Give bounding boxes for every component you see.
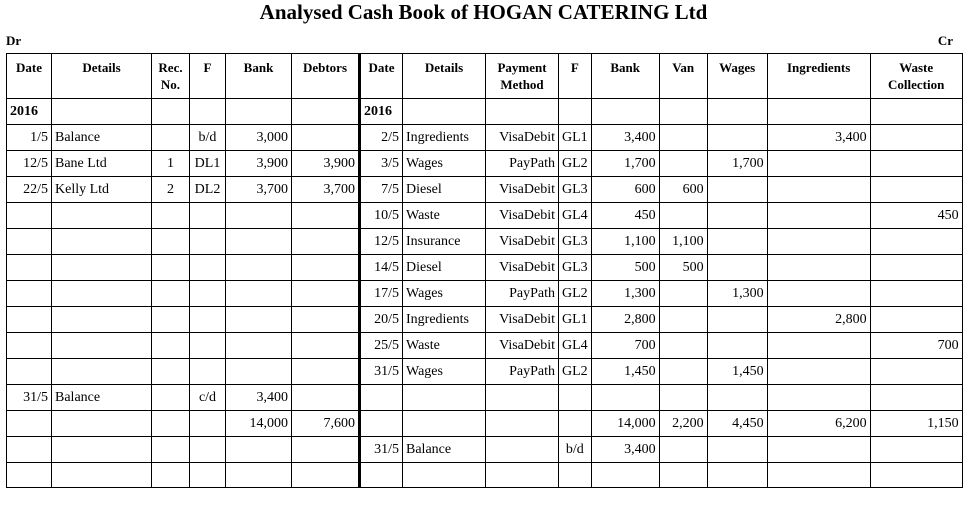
debit-f-cell: [190, 99, 226, 125]
credit-bank-cell: 450: [591, 203, 659, 229]
ledger-row: [7, 463, 963, 488]
ledger-row: [7, 359, 963, 385]
credit-f-cell: b/d: [559, 437, 592, 463]
debit-f-cell: [190, 307, 226, 333]
credit-date-cell: [360, 463, 403, 488]
debit-date-cell: 1/5: [7, 125, 52, 151]
credit-date-cell: 7/5: [360, 177, 403, 203]
debit-bank-cell: [226, 281, 292, 307]
debit-f-cell: [190, 463, 226, 488]
debit-debtors-cell: 3,900: [292, 151, 360, 177]
credit-method-cell: VisaDebit: [486, 177, 559, 203]
credit-date-cell: 2/5: [360, 125, 403, 151]
credit-waste-cell: [870, 151, 962, 177]
credit-f-cell: GL4: [559, 203, 592, 229]
credit-van-cell: [659, 359, 707, 385]
debit-f-cell: c/d: [190, 385, 226, 411]
debit-details-cell: [52, 203, 152, 229]
credit-header-wages: [707, 54, 767, 99]
debit-f-cell: [190, 333, 226, 359]
credit-waste-cell: [870, 177, 962, 203]
debit-f-cell: DL1: [190, 151, 226, 177]
ledger-row: [7, 203, 963, 229]
debit-details-cell: [52, 255, 152, 281]
header-text: Rec.: [158, 60, 183, 75]
debit-bank-cell: [226, 437, 292, 463]
credit-details-cell: Waste: [403, 333, 486, 359]
credit-waste-cell: [870, 99, 962, 125]
header-row: [7, 54, 963, 99]
credit-header-bank: [591, 54, 659, 99]
credit-details-cell: [403, 463, 486, 488]
debit-bank-cell: [226, 307, 292, 333]
credit-method-cell: [486, 463, 559, 488]
credit-waste-cell: [870, 255, 962, 281]
debit-header-f: [190, 54, 226, 99]
debit-debtors-cell: [292, 255, 360, 281]
header-text: Date: [368, 60, 395, 75]
credit-ingredients-cell: 2,800: [767, 307, 870, 333]
credit-van-cell: 600: [659, 177, 707, 203]
debit-header-bank: [226, 54, 292, 99]
ledger-row: [7, 151, 963, 177]
debit-bank-cell: 14,000: [226, 411, 292, 437]
debit-debtors-cell: [292, 307, 360, 333]
debit-details-cell: [52, 307, 152, 333]
credit-date-cell: 31/5: [360, 359, 403, 385]
credit-wages-cell: [707, 177, 767, 203]
debit-date-cell: [7, 463, 52, 488]
credit-method-cell: [486, 385, 559, 411]
credit-date-cell: 25/5: [360, 333, 403, 359]
credit-ingredients-cell: [767, 203, 870, 229]
debit-debtors-cell: [292, 333, 360, 359]
credit-details-cell: Wages: [403, 281, 486, 307]
credit-ingredients-cell: [767, 359, 870, 385]
credit-date-cell: 20/5: [360, 307, 403, 333]
credit-date-cell: [360, 385, 403, 411]
credit-details-cell: Wages: [403, 359, 486, 385]
credit-method-cell: [486, 99, 559, 125]
ledger-row: [7, 177, 963, 203]
credit-van-cell: 2,200: [659, 411, 707, 437]
debit-debtors-cell: [292, 99, 360, 125]
header-text: No.: [160, 77, 181, 92]
credit-ingredients-cell: 6,200: [767, 411, 870, 437]
credit-header-date: [360, 54, 403, 99]
credit-header-ingredients: [767, 54, 870, 99]
credit-bank-cell: 600: [591, 177, 659, 203]
credit-van-cell: [659, 99, 707, 125]
debit-rec-cell: [152, 203, 190, 229]
debit-header-debtors: [292, 54, 360, 99]
debit-date-cell: [7, 333, 52, 359]
credit-date-cell: 17/5: [360, 281, 403, 307]
debit-date-cell: [7, 437, 52, 463]
credit-method-cell: VisaDebit: [486, 255, 559, 281]
credit-ingredients-cell: [767, 385, 870, 411]
debit-bank-cell: [226, 203, 292, 229]
debit-bank-cell: 3,700: [226, 177, 292, 203]
credit-van-cell: [659, 125, 707, 151]
credit-bank-cell: 14,000: [591, 411, 659, 437]
credit-method-cell: PayPath: [486, 151, 559, 177]
debit-debtors-cell: 3,700: [292, 177, 360, 203]
debit-details-cell: [52, 333, 152, 359]
credit-wages-cell: [707, 385, 767, 411]
credit-bank-cell: 3,400: [591, 125, 659, 151]
credit-header-waste: [870, 54, 962, 99]
header-text: F: [203, 60, 212, 75]
credit-wages-cell: 4,450: [707, 411, 767, 437]
debit-f-cell: [190, 359, 226, 385]
totals-row: [7, 411, 963, 437]
credit-waste-cell: 450: [870, 203, 962, 229]
credit-f-cell: [559, 411, 592, 437]
credit-f-cell: [559, 99, 592, 125]
credit-wages-cell: [707, 333, 767, 359]
credit-header-details: [403, 54, 486, 99]
header-text: Details: [424, 60, 464, 75]
credit-wages-cell: [707, 463, 767, 488]
credit-wages-cell: [707, 229, 767, 255]
credit-ingredients-cell: 3,400: [767, 125, 870, 151]
debit-rec-cell: [152, 359, 190, 385]
credit-bank-cell: 1,700: [591, 151, 659, 177]
debit-rec-cell: [152, 255, 190, 281]
credit-wages-cell: [707, 255, 767, 281]
credit-wages-cell: [707, 203, 767, 229]
credit-method-cell: VisaDebit: [486, 229, 559, 255]
credit-wages-cell: [707, 99, 767, 125]
credit-wages-cell: 1,450: [707, 359, 767, 385]
debit-details-cell: [52, 281, 152, 307]
debit-bank-cell: [226, 463, 292, 488]
credit-method-cell: VisaDebit: [486, 203, 559, 229]
debit-date-cell: [7, 411, 52, 437]
ledger-row: [7, 437, 963, 463]
ledger-row: [7, 281, 963, 307]
debit-details-cell: [52, 99, 152, 125]
credit-bank-cell: 1,300: [591, 281, 659, 307]
debit-rec-cell: 1: [152, 151, 190, 177]
credit-wages-cell: [707, 437, 767, 463]
debit-details-cell: [52, 411, 152, 437]
credit-wages-cell: [707, 307, 767, 333]
credit-van-cell: [659, 333, 707, 359]
credit-waste-cell: [870, 125, 962, 151]
credit-date-cell: [360, 411, 403, 437]
debit-rec-cell: [152, 99, 190, 125]
credit-details-cell: Waste: [403, 203, 486, 229]
credit-waste-cell: [870, 281, 962, 307]
credit-ingredients-cell: [767, 281, 870, 307]
debit-rec-cell: [152, 307, 190, 333]
credit-details-cell: Ingredients: [403, 125, 486, 151]
credit-details-cell: Ingredients: [403, 307, 486, 333]
debit-debtors-cell: [292, 203, 360, 229]
credit-details-cell: [403, 411, 486, 437]
credit-waste-cell: [870, 359, 962, 385]
header-text: Bank: [243, 60, 274, 75]
credit-waste-cell: [870, 437, 962, 463]
credit-date-cell: 3/5: [360, 151, 403, 177]
debit-date-cell: 12/5: [7, 151, 52, 177]
debit-debtors-cell: [292, 281, 360, 307]
credit-bank-cell: 500: [591, 255, 659, 281]
credit-ingredients-cell: [767, 333, 870, 359]
debit-f-cell: [190, 203, 226, 229]
credit-f-cell: GL2: [559, 359, 592, 385]
credit-van-cell: [659, 281, 707, 307]
debit-f-cell: [190, 255, 226, 281]
debit-rec-cell: [152, 333, 190, 359]
credit-method-cell: PayPath: [486, 281, 559, 307]
header-text: F: [570, 60, 579, 75]
credit-date-cell: 2016: [360, 99, 403, 125]
debit-date-cell: [7, 281, 52, 307]
credit-waste-cell: 700: [870, 333, 962, 359]
debit-bank-cell: 3,400: [226, 385, 292, 411]
debit-date-cell: [7, 203, 52, 229]
credit-waste-cell: [870, 307, 962, 333]
credit-date-cell: 12/5: [360, 229, 403, 255]
credit-van-cell: [659, 151, 707, 177]
header-text: Payment: [497, 60, 547, 75]
debit-header-rec: [152, 54, 190, 99]
page-title: Analysed Cash Book of HOGAN CATERING Ltd: [259, 0, 708, 24]
credit-f-cell: GL4: [559, 333, 592, 359]
header-text: Wages: [719, 60, 756, 75]
header-text: Ingredients: [787, 60, 851, 75]
header-text: Method: [500, 77, 544, 92]
credit-header-f: [559, 54, 592, 99]
credit-header-van: [659, 54, 707, 99]
credit-date-cell: 10/5: [360, 203, 403, 229]
credit-waste-cell: 1,150: [870, 411, 962, 437]
credit-van-cell: [659, 437, 707, 463]
credit-bank-cell: [591, 385, 659, 411]
credit-f-cell: GL2: [559, 281, 592, 307]
debit-date-cell: [7, 359, 52, 385]
debit-details-cell: [52, 437, 152, 463]
credit-ingredients-cell: [767, 151, 870, 177]
debit-date-cell: [7, 307, 52, 333]
debit-debtors-cell: 7,600: [292, 411, 360, 437]
credit-details-cell: Wages: [403, 151, 486, 177]
cash-book-body: [7, 54, 963, 488]
debit-debtors-cell: [292, 463, 360, 488]
credit-f-cell: GL2: [559, 151, 592, 177]
credit-method-cell: PayPath: [486, 359, 559, 385]
credit-date-cell: 14/5: [360, 255, 403, 281]
debit-f-cell: DL2: [190, 177, 226, 203]
header-text: Collection: [888, 77, 945, 92]
debit-date-cell: 2016: [7, 99, 52, 125]
debit-date-cell: 31/5: [7, 385, 52, 411]
ledger-row: [7, 307, 963, 333]
credit-ingredients-cell: [767, 463, 870, 488]
cash-book-table: [6, 53, 963, 488]
debit-details-cell: [52, 229, 152, 255]
debit-debtors-cell: [292, 359, 360, 385]
header-text: Van: [672, 60, 695, 75]
debit-details-cell: Kelly Ltd: [52, 177, 152, 203]
debit-bank-cell: 3,900: [226, 151, 292, 177]
ledger-row: [7, 333, 963, 359]
debit-header-details: [52, 54, 152, 99]
credit-f-cell: [559, 385, 592, 411]
credit-details-cell: [403, 99, 486, 125]
credit-method-cell: VisaDebit: [486, 307, 559, 333]
debit-header-date: [7, 54, 52, 99]
debit-debtors-cell: [292, 385, 360, 411]
credit-ingredients-cell: [767, 437, 870, 463]
debit-date-cell: [7, 229, 52, 255]
debit-bank-cell: 3,000: [226, 125, 292, 151]
debit-f-cell: [190, 411, 226, 437]
debit-debtors-cell: [292, 229, 360, 255]
debit-details-cell: Balance: [52, 385, 152, 411]
credit-f-cell: GL3: [559, 229, 592, 255]
debit-debtors-cell: [292, 437, 360, 463]
debit-f-cell: [190, 281, 226, 307]
debit-rec-cell: [152, 229, 190, 255]
credit-bank-cell: 1,100: [591, 229, 659, 255]
ledger-row: [7, 385, 963, 411]
debit-bank-cell: [226, 359, 292, 385]
credit-details-cell: Balance: [403, 437, 486, 463]
ledger-row: [7, 229, 963, 255]
debit-date-cell: [7, 255, 52, 281]
credit-van-cell: [659, 203, 707, 229]
debit-details-cell: Balance: [52, 125, 152, 151]
ledger-row: [7, 125, 963, 151]
credit-details-cell: Insurance: [403, 229, 486, 255]
credit-van-cell: [659, 463, 707, 488]
credit-method-cell: VisaDebit: [486, 333, 559, 359]
credit-wages-cell: 1,700: [707, 151, 767, 177]
credit-waste-cell: [870, 385, 962, 411]
credit-details-cell: [403, 385, 486, 411]
debit-f-cell: [190, 437, 226, 463]
debit-rec-cell: 2: [152, 177, 190, 203]
debit-bank-cell: [226, 333, 292, 359]
credit-ingredients-cell: [767, 255, 870, 281]
credit-bank-cell: [591, 463, 659, 488]
debit-debtors-cell: [292, 125, 360, 151]
credit-method-cell: VisaDebit: [486, 125, 559, 151]
debit-bank-cell: [226, 229, 292, 255]
header-text: Waste: [899, 60, 934, 75]
debit-details-cell: [52, 463, 152, 488]
debit-rec-cell: [152, 463, 190, 488]
credit-details-cell: Diesel: [403, 177, 486, 203]
debit-date-cell: 22/5: [7, 177, 52, 203]
header-text: Details: [82, 60, 121, 75]
debit-rec-cell: [152, 411, 190, 437]
credit-f-cell: GL3: [559, 255, 592, 281]
credit-bank-cell: 700: [591, 333, 659, 359]
credit-van-cell: 500: [659, 255, 707, 281]
debit-f-cell: [190, 229, 226, 255]
header-text: Debtors: [302, 60, 348, 75]
year-row: [7, 99, 963, 125]
credit-header-method: [486, 54, 559, 99]
debit-rec-cell: [152, 281, 190, 307]
credit-bank-cell: 3,400: [591, 437, 659, 463]
debit-bank-cell: [226, 255, 292, 281]
debit-details-cell: Bane Ltd: [52, 151, 152, 177]
header-text: Date: [16, 60, 42, 75]
debit-rec-cell: [152, 125, 190, 151]
credit-method-cell: [486, 411, 559, 437]
debit-details-cell: [52, 359, 152, 385]
debit-f-cell: b/d: [190, 125, 226, 151]
credit-f-cell: GL1: [559, 125, 592, 151]
credit-bank-cell: [591, 99, 659, 125]
credit-van-cell: 1,100: [659, 229, 707, 255]
credit-date-cell: 31/5: [360, 437, 403, 463]
credit-bank-cell: 1,450: [591, 359, 659, 385]
credit-method-cell: [486, 437, 559, 463]
debit-side-label: Dr: [6, 33, 22, 48]
header-text: Bank: [610, 60, 640, 75]
credit-van-cell: [659, 307, 707, 333]
debit-rec-cell: [152, 385, 190, 411]
credit-ingredients-cell: [767, 229, 870, 255]
debit-bank-cell: [226, 99, 292, 125]
credit-f-cell: GL1: [559, 307, 592, 333]
debit-rec-cell: [152, 437, 190, 463]
credit-wages-cell: 1,300: [707, 281, 767, 307]
ledger-row: [7, 255, 963, 281]
credit-side-label: Cr: [937, 33, 953, 48]
credit-waste-cell: [870, 229, 962, 255]
credit-f-cell: GL3: [559, 177, 592, 203]
credit-waste-cell: [870, 463, 962, 488]
credit-ingredients-cell: [767, 99, 870, 125]
credit-ingredients-cell: [767, 177, 870, 203]
credit-f-cell: [559, 463, 592, 488]
credit-wages-cell: [707, 125, 767, 151]
credit-details-cell: Diesel: [403, 255, 486, 281]
credit-van-cell: [659, 385, 707, 411]
credit-bank-cell: 2,800: [591, 307, 659, 333]
